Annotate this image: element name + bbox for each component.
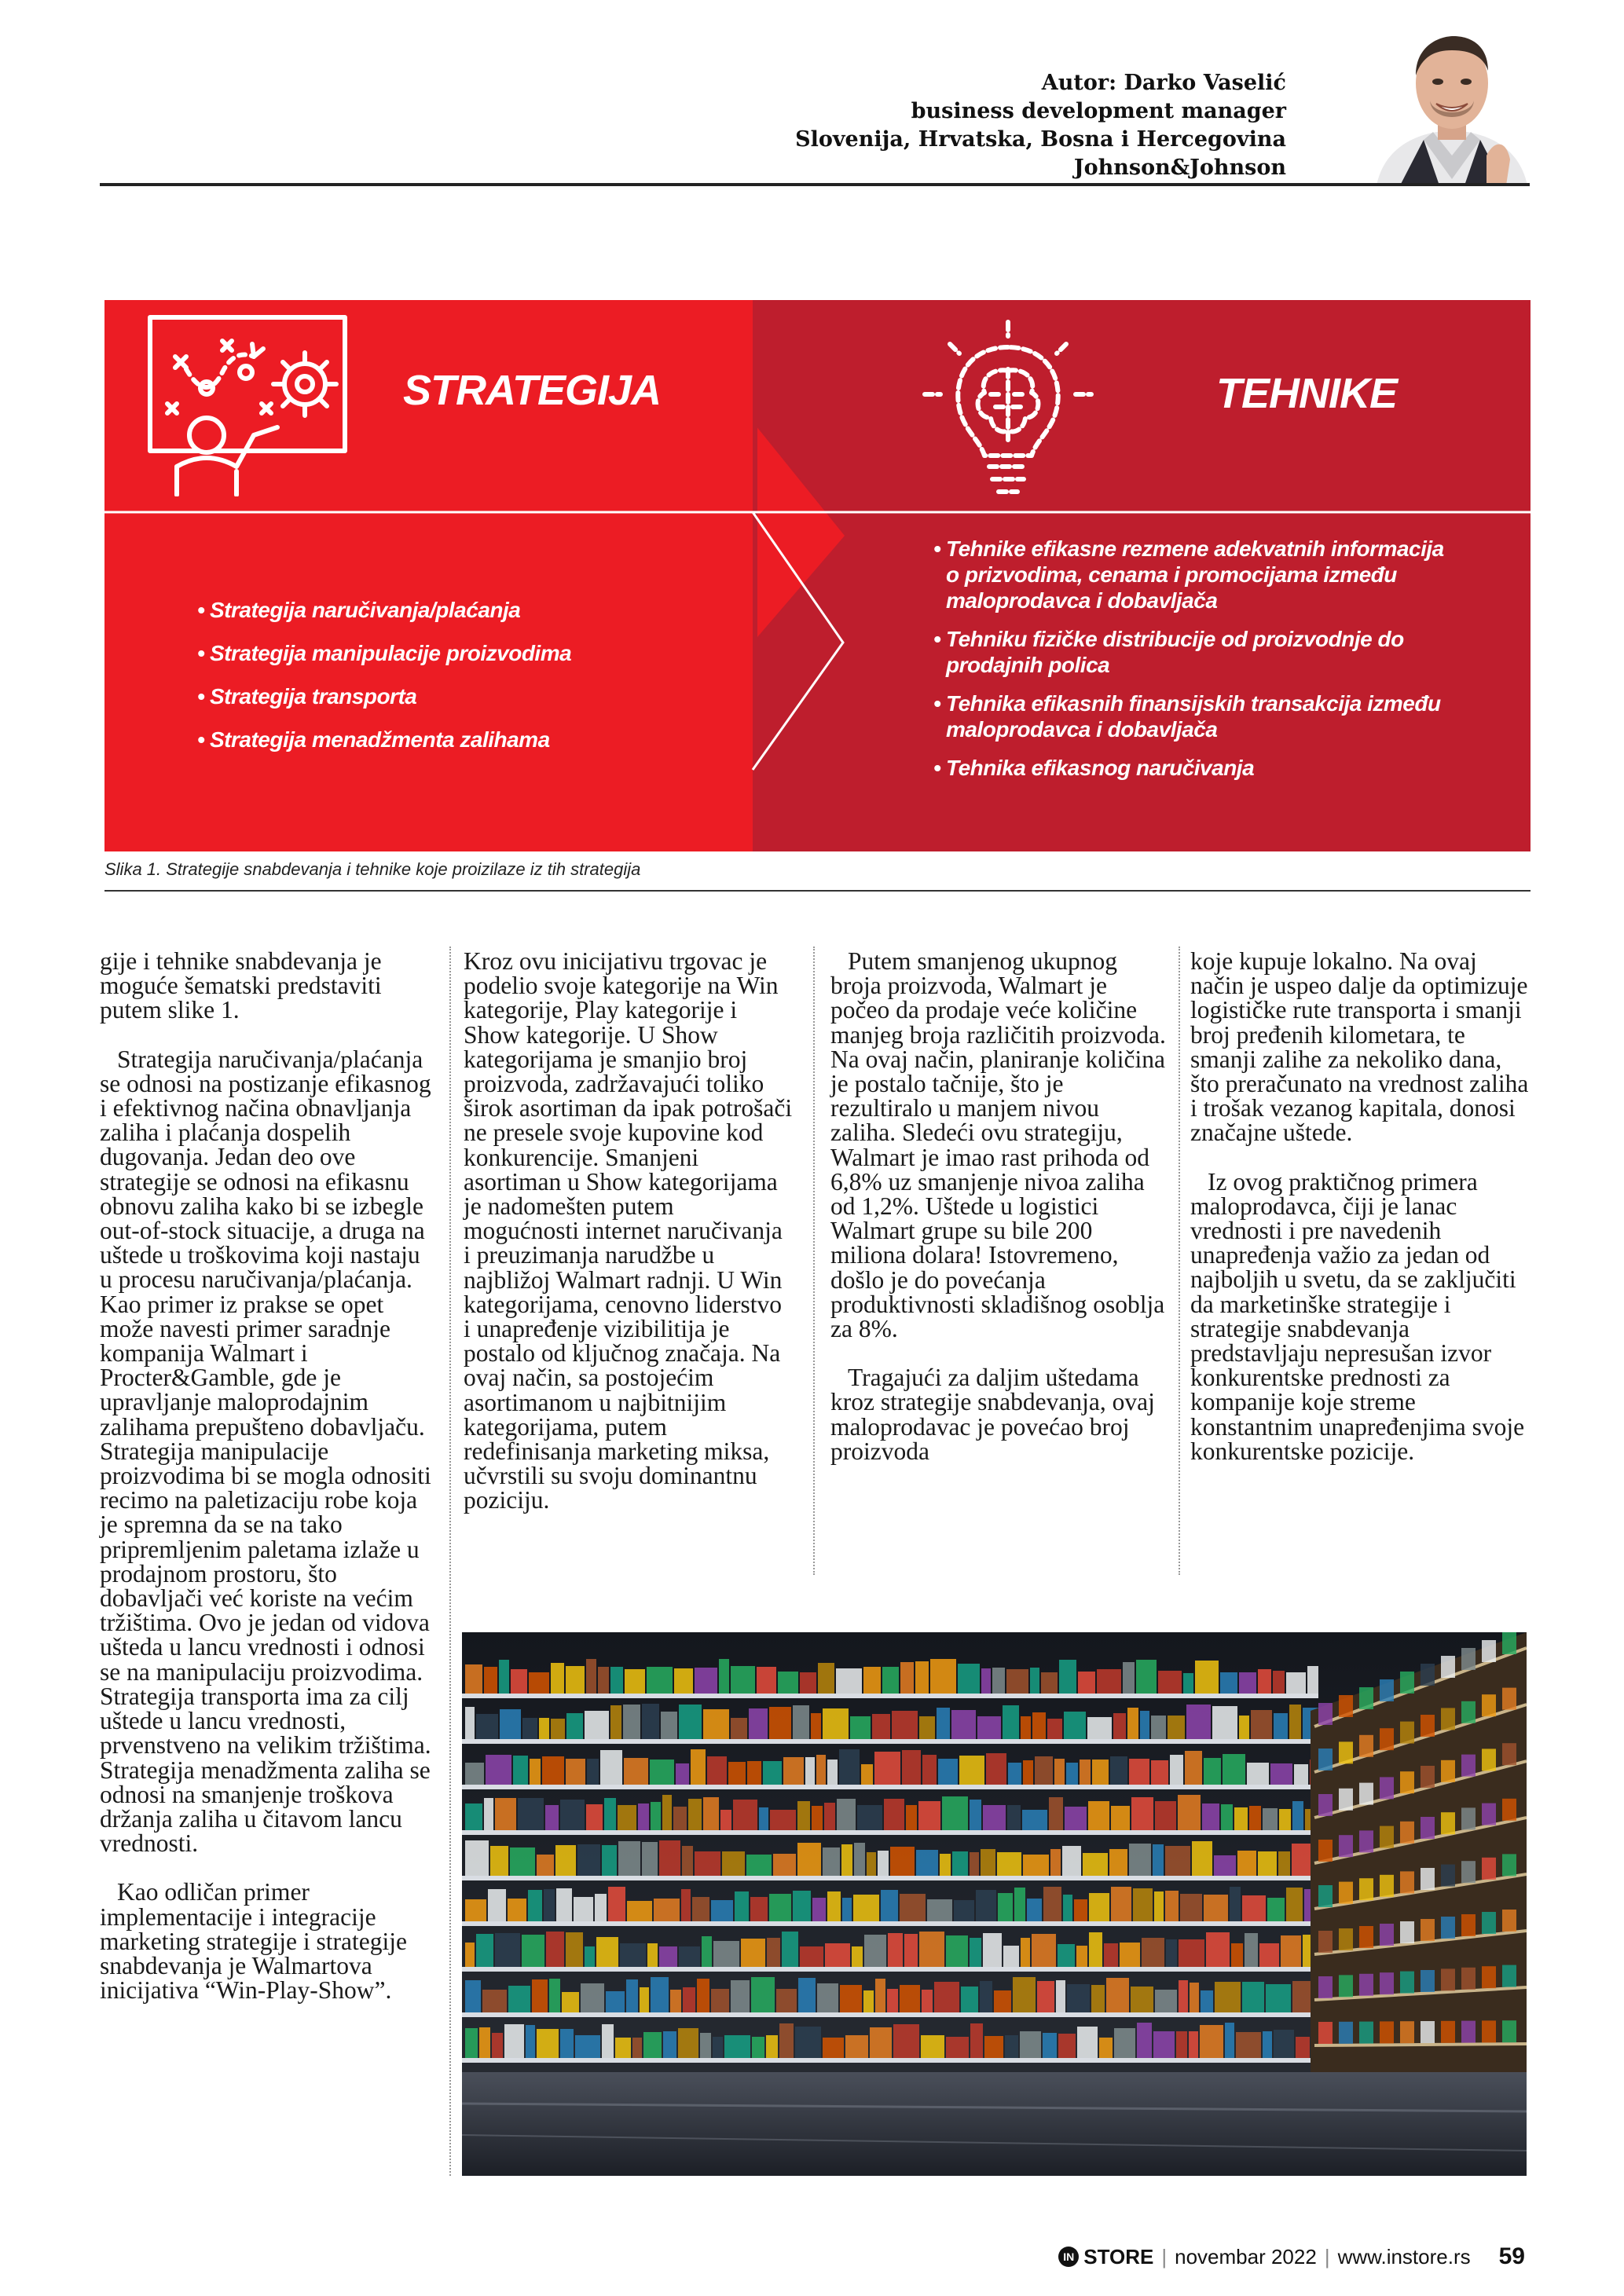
techniques-title: TEHNIKE <box>1216 370 1398 417</box>
paragraph: Iz ovog praktičnog primera maloprodavca, čiji je lanac vrednosti i pre navedenih unapređenja važio za jedan od najboljih u svetu, da se zaključiti da marketinške strategije i strategije snabdevanja predstavljaju nepresušan izvor konkurentske prednosti za kompanije koje streme konstantnim unapređenjima svoje konkurentske pozicije. <box>1190 1167 1525 1465</box>
footer-separator: | <box>1324 2244 1330 2269</box>
paragraph: Tragajući za daljim uštedama kroz strategije snabdevanja, ovaj maloprodavac je povećao broj proizvoda <box>830 1364 1155 1465</box>
column-divider <box>813 947 815 1575</box>
page-footer <box>1058 2243 1525 2270</box>
author-block <box>795 69 1286 182</box>
strategy-figure <box>104 300 1531 851</box>
figure-caption: Slika 1. Strategije snabdevanja i tehnike koje proizilaze iz tih strategija <box>104 859 641 879</box>
technique-item: • Tehnika efikasnog naručivanja <box>933 755 1452 781</box>
strategy-item: • Strategija transporta <box>197 683 571 709</box>
author-name: Autor: Darko Vaselić <box>1041 71 1286 95</box>
paragraph: Putem smanjenog ukupnog broja proizvoda, Walmart je počeo da prodaje veće količine manjeg broja različitih proizvoda. Na ovaj način, planiranje količina je postalo tačnije, što je rezultiralo u manjem nivou zaliha. Sledeći ovu strategiju, Walmart je imao rast prihoda od 6,8% uz smanjenje nivoa zaliha od 1,2%. Uštede u logistici Walmart grupe su bile 200 miliona dolara! Istovremeno, došlo je do povećanja produktivnosti skladišnog osoblja za 8%. <box>830 947 1166 1343</box>
author-portrait-icon <box>1369 22 1535 185</box>
caption-rule <box>104 890 1531 892</box>
strategy-board-icon <box>136 309 356 496</box>
article-column-3 <box>830 949 1168 1463</box>
strategy-list <box>197 597 571 770</box>
technique-item: • Tehnike efikasne rezmene adekvatnih informacija o prizvodima, cenama i promocijama između maloprodavca i dobavljača <box>933 536 1452 613</box>
lightbulb-brain-icon <box>922 316 1094 501</box>
paragraph: Strategija naručivanja/plaćanja se odnosi na postizanje efikasnog i efektivnog načina obnavljanja zaliha i plaćanja dospelih dugovanja. Jedan deo ove strategije se odnosi na efikasnu obnovu zaliha kako bi se izbegle out-of-stock situacije, a druga na uštede u troškovima koji nastaju u procesu naručivanja/plaćanja. Kao primer iz prakse se opet može navesti primer saradnje kompanija Walmart i Procter&Gamble, gde je upravljanje maloprodajnim zalihama prepušteno dobavljaču. Strategija manipulacije proizvodima bi se mogla odnositi recimo na paletizaciju robe koja je spremna da se na tako pripremljenim paletama izlaže u prodajnom prostoru, što dobavljači već koriste na većim tržištima. Ovo je jedan od vidova ušteda u lancu vrednosti i odnosi se na manipulaciju proizvodima. Strategija transporta ima za cilj uštede u lancu vrednosti, prvenstveno na velikim tržištima. Strategija menadžmenta zaliha se odnosi na smanjenje troškova držanja zaliha u čitavom lancu vrednosti. <box>100 1045 431 1858</box>
magazine-name: STORE <box>1083 2244 1154 2269</box>
header-rule <box>100 183 1530 186</box>
article-column-1 <box>100 947 438 2005</box>
strategy-item: • Strategija menadžmenta zalihama <box>197 727 571 753</box>
strategy-item: • Strategija manipulacije proizvodima <box>197 640 571 666</box>
author-title: business development manager <box>911 99 1286 123</box>
instore-logo-icon: IN <box>1058 2247 1079 2267</box>
magazine-brand <box>1058 2245 1153 2269</box>
column-divider <box>449 947 451 2176</box>
technique-item: • Tehnika efikasnih finansijskih transakcija između maloprodavca i dobavljača <box>933 690 1452 742</box>
issue-date: novembar 2022 <box>1175 2244 1317 2269</box>
article-column-4 <box>1190 949 1536 1463</box>
article-column-2 <box>464 949 794 1513</box>
technique-item: • Tehniku fizičke distribucije od proizvodnje do prodajnih polica <box>933 626 1452 678</box>
author-company: Johnson&Johnson <box>1073 156 1286 180</box>
strategy-item: • Strategija naručivanja/plaćanja <box>197 597 571 623</box>
supermarket-shelves-photo <box>462 1632 1527 2176</box>
paragraph: Kao odličan primer implementacije i integracije marketing strategije i strategije snabdevanja je Walmartova inicijativa “Win-Play-Show”. <box>100 1878 407 2005</box>
footer-separator: | <box>1161 2244 1168 2269</box>
column-divider <box>1179 947 1180 1575</box>
page-number: 59 <box>1498 2243 1525 2269</box>
author-region: Slovenija, Hrvatska, Bosna i Hercegovina <box>795 127 1286 152</box>
paragraph: gije i tehnike snabdevanja je moguće šematski predstaviti putem slike 1. <box>100 947 382 1024</box>
website[interactable]: www.instore.rs <box>1337 2244 1471 2269</box>
techniques-list <box>933 536 1452 793</box>
paragraph: Kroz ovu inicijativu trgovac je podelio svoje kategorije na Win kategorije, Play kategorije i Show kategorije. U Show kategorijama je smanjio broj proizvoda, zadržavajući toliko širok asortiman da ipak potrošači ne presele svoje kupovine kod konkurencije. Smanjeni asortiman u Show kategorijama je nadomešten putem mogućnosti internet naručivanja i preuzimanja narudžbe u najbližoj Walmart radnji. U Win kategorijama, cenovno liderstvo i unapređenje vizibilitija je postalo od ključnog značaja. Na ovaj način, sa postojećim asortimanom u najbitnijim kategorijama, putem redefinisanja marketing miksa, učvrstili su svoju dominantnu poziciju. <box>464 947 793 1514</box>
strategy-title: STRATEGIJA <box>403 367 662 414</box>
paragraph: koje kupuje lokalno. Na ovaj način je uspeo dalje da optimizuje logističke rute transporta i smanji broj pređenih kilometara, te smanji zalihe za nekoliko dana, što preračunato na vrednost zaliha i trošak vezanog kapitala, donosi značajne uštede. <box>1190 947 1529 1147</box>
